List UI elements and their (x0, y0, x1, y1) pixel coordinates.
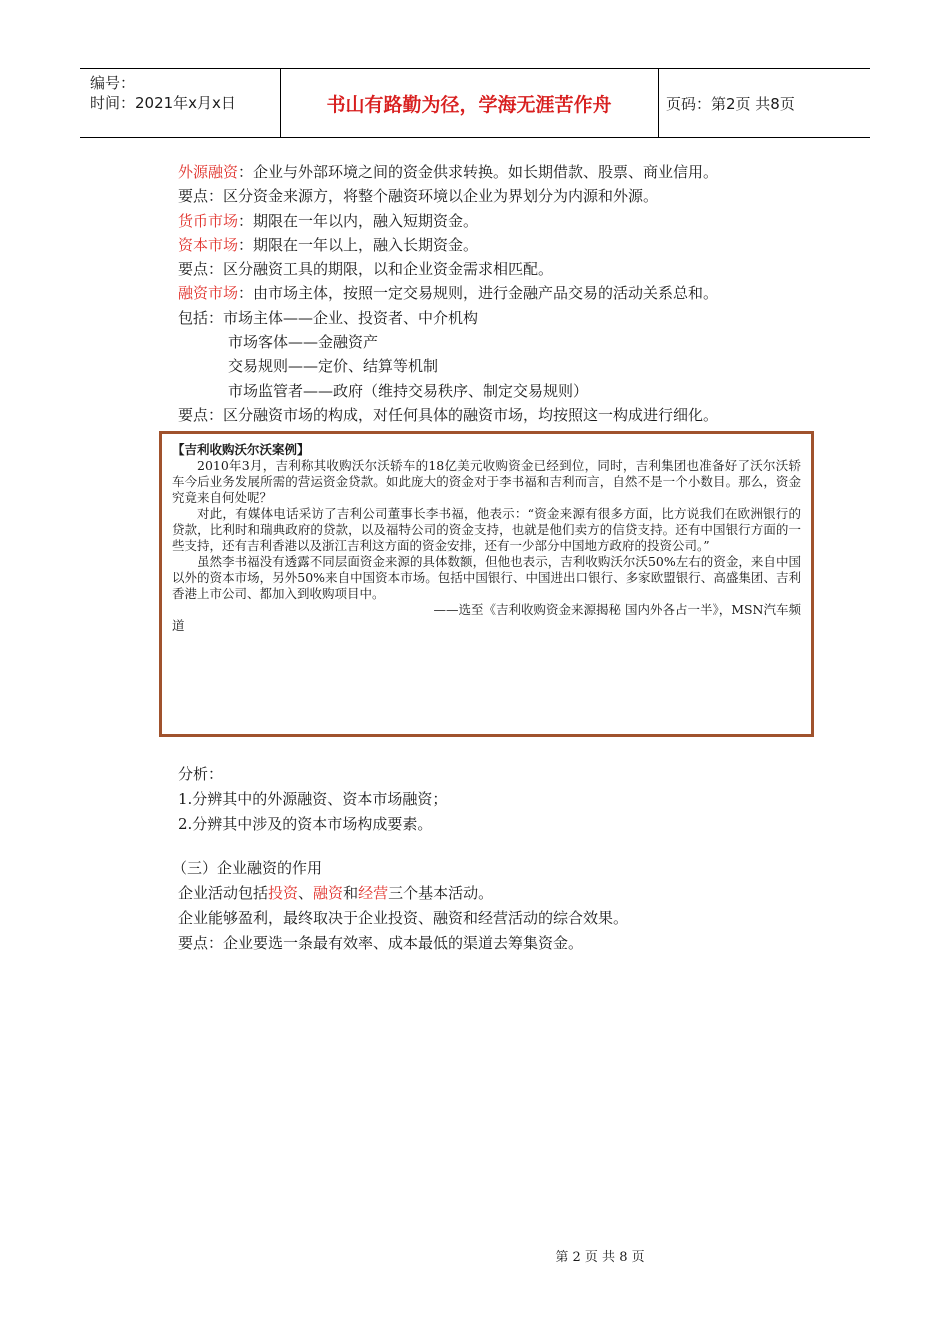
term-investment: 投资 (268, 884, 299, 902)
footer-page-number: 第 2 页 共 8 页 (555, 1250, 645, 1265)
main-body (178, 160, 838, 427)
text: 和 (343, 884, 359, 902)
case-source: ——选至《吉利收购资金来源揭秘 国内外各占一半》，MSN汽车频 (433, 602, 801, 617)
case-paragraph: 对此，有媒体电话采访了吉利公司董事长李书福，他表示：“资金来源有很多方面，比方说我们在欧洲银行的贷款，比利时和瑞典政府的贷款，以及福特公司的资金支持，也就是他们卖方的信贷支持。还有中国银行方面的一些支持，还有吉利香港以及浙江吉利这方面的资金安排，还有一少部分中国地方政府的投资公司。” (172, 506, 801, 553)
definition-text: ：由市场主体，按照一定交易规则，进行金融产品交易的活动关系总和。 (238, 284, 719, 303)
term-financing: 融资 (313, 884, 344, 902)
case-study-box (159, 431, 814, 737)
page-footer (0, 1246, 950, 1265)
text: 企业活动包括 (178, 884, 269, 902)
term-capital-market: 资本市场 (178, 235, 239, 254)
number-label: 编号： (90, 74, 136, 92)
analysis-section (178, 762, 838, 837)
financing-market-line (178, 281, 838, 305)
includes-line: 包括：市场主体——企业、投资者、中介机构 (178, 308, 479, 327)
section-three (172, 856, 852, 956)
case-paragraph: 2010年3月，吉利称其收购沃尔沃轿车的18亿美元收购资金已经到位，同时，吉利集团也准备好了沃尔沃轿车今后业务发展所需的营运资金贷款。如此庞大的资金对于李书福和吉利而言，自然不是一个小数目。那么，资金究竟来自何处呢？ (172, 458, 801, 505)
activities-line (172, 881, 852, 906)
term-money-market: 货币市场 (178, 211, 239, 230)
profit-line: 企业能够盈利，最终取决于企业投资、融资和经营活动的综合效果。 (178, 909, 629, 927)
term-financing-market: 融资市场 (178, 284, 239, 303)
date-line: 时间：2021年x月x日 (90, 94, 236, 112)
analysis-item: 1.分辨其中的外源融资、资本市场融资； (178, 790, 448, 808)
money-market-line (178, 209, 838, 233)
text: 、 (298, 884, 314, 902)
definition-text: ：企业与外部环境之间的资金供求转换。如长期借款、股票、商业信用。 (238, 163, 719, 181)
key-point-line: 要点：区分融资工具的期限，以和企业资金需求相匹配。 (178, 260, 554, 279)
case-paragraph: 虽然李书福没有透露不同层面资金来源的具体数额，但他也表示，吉利收购沃尔沃50%左右的资金，来自中国以外的资本市场，另外50%来自中国资本市场。包括中国银行、中国进出口银行、多家欧盟银行、高盛集团、吉利香港上市公司、都加入到收购项目中。 (172, 554, 801, 601)
includes-item: 交易规则——定价、结算等机制 (228, 357, 439, 376)
header-page-info: 页码：第2页 共8页 (666, 94, 795, 113)
includes-item: 市场监管者——政府（维持交易秩序、制定交易规则） (228, 381, 589, 400)
term-external-financing: 外源融资 (178, 163, 239, 181)
header-motto: 书山有路勤为径，学海无涯苦作舟 (280, 69, 659, 137)
section-heading: （三）企业融资的作用 (172, 859, 323, 877)
definition-text: ：期限在一年以上，融入长期资金。 (238, 235, 479, 254)
key-point-line: 要点：企业要选一条最有效率、成本最低的渠道去筹集资金。 (178, 934, 584, 952)
term-operations: 经营 (358, 884, 389, 902)
text: 三个基本活动。 (388, 884, 494, 902)
analysis-title: 分析： (178, 765, 224, 783)
key-point-line: 要点：区分资金来源方，将整个融资环境以企业为界划分为内源和外源。 (178, 187, 659, 206)
case-title: 【吉利收购沃尔沃案例】 (172, 442, 310, 457)
external-financing-line (178, 160, 838, 184)
header-meta (80, 69, 281, 137)
includes-item: 市场客体——金融资产 (228, 333, 379, 352)
page-header (80, 68, 870, 138)
capital-market-line (178, 233, 838, 257)
analysis-item: 2.分辨其中涉及的资本市场构成要素。 (178, 815, 433, 833)
case-source-tail: 道 (172, 618, 185, 633)
definition-text: ：期限在一年以内，融入短期资金。 (238, 211, 479, 230)
key-point-line: 要点：区分融资市场的构成，对任何具体的融资市场，均按照这一构成进行细化。 (178, 405, 719, 424)
